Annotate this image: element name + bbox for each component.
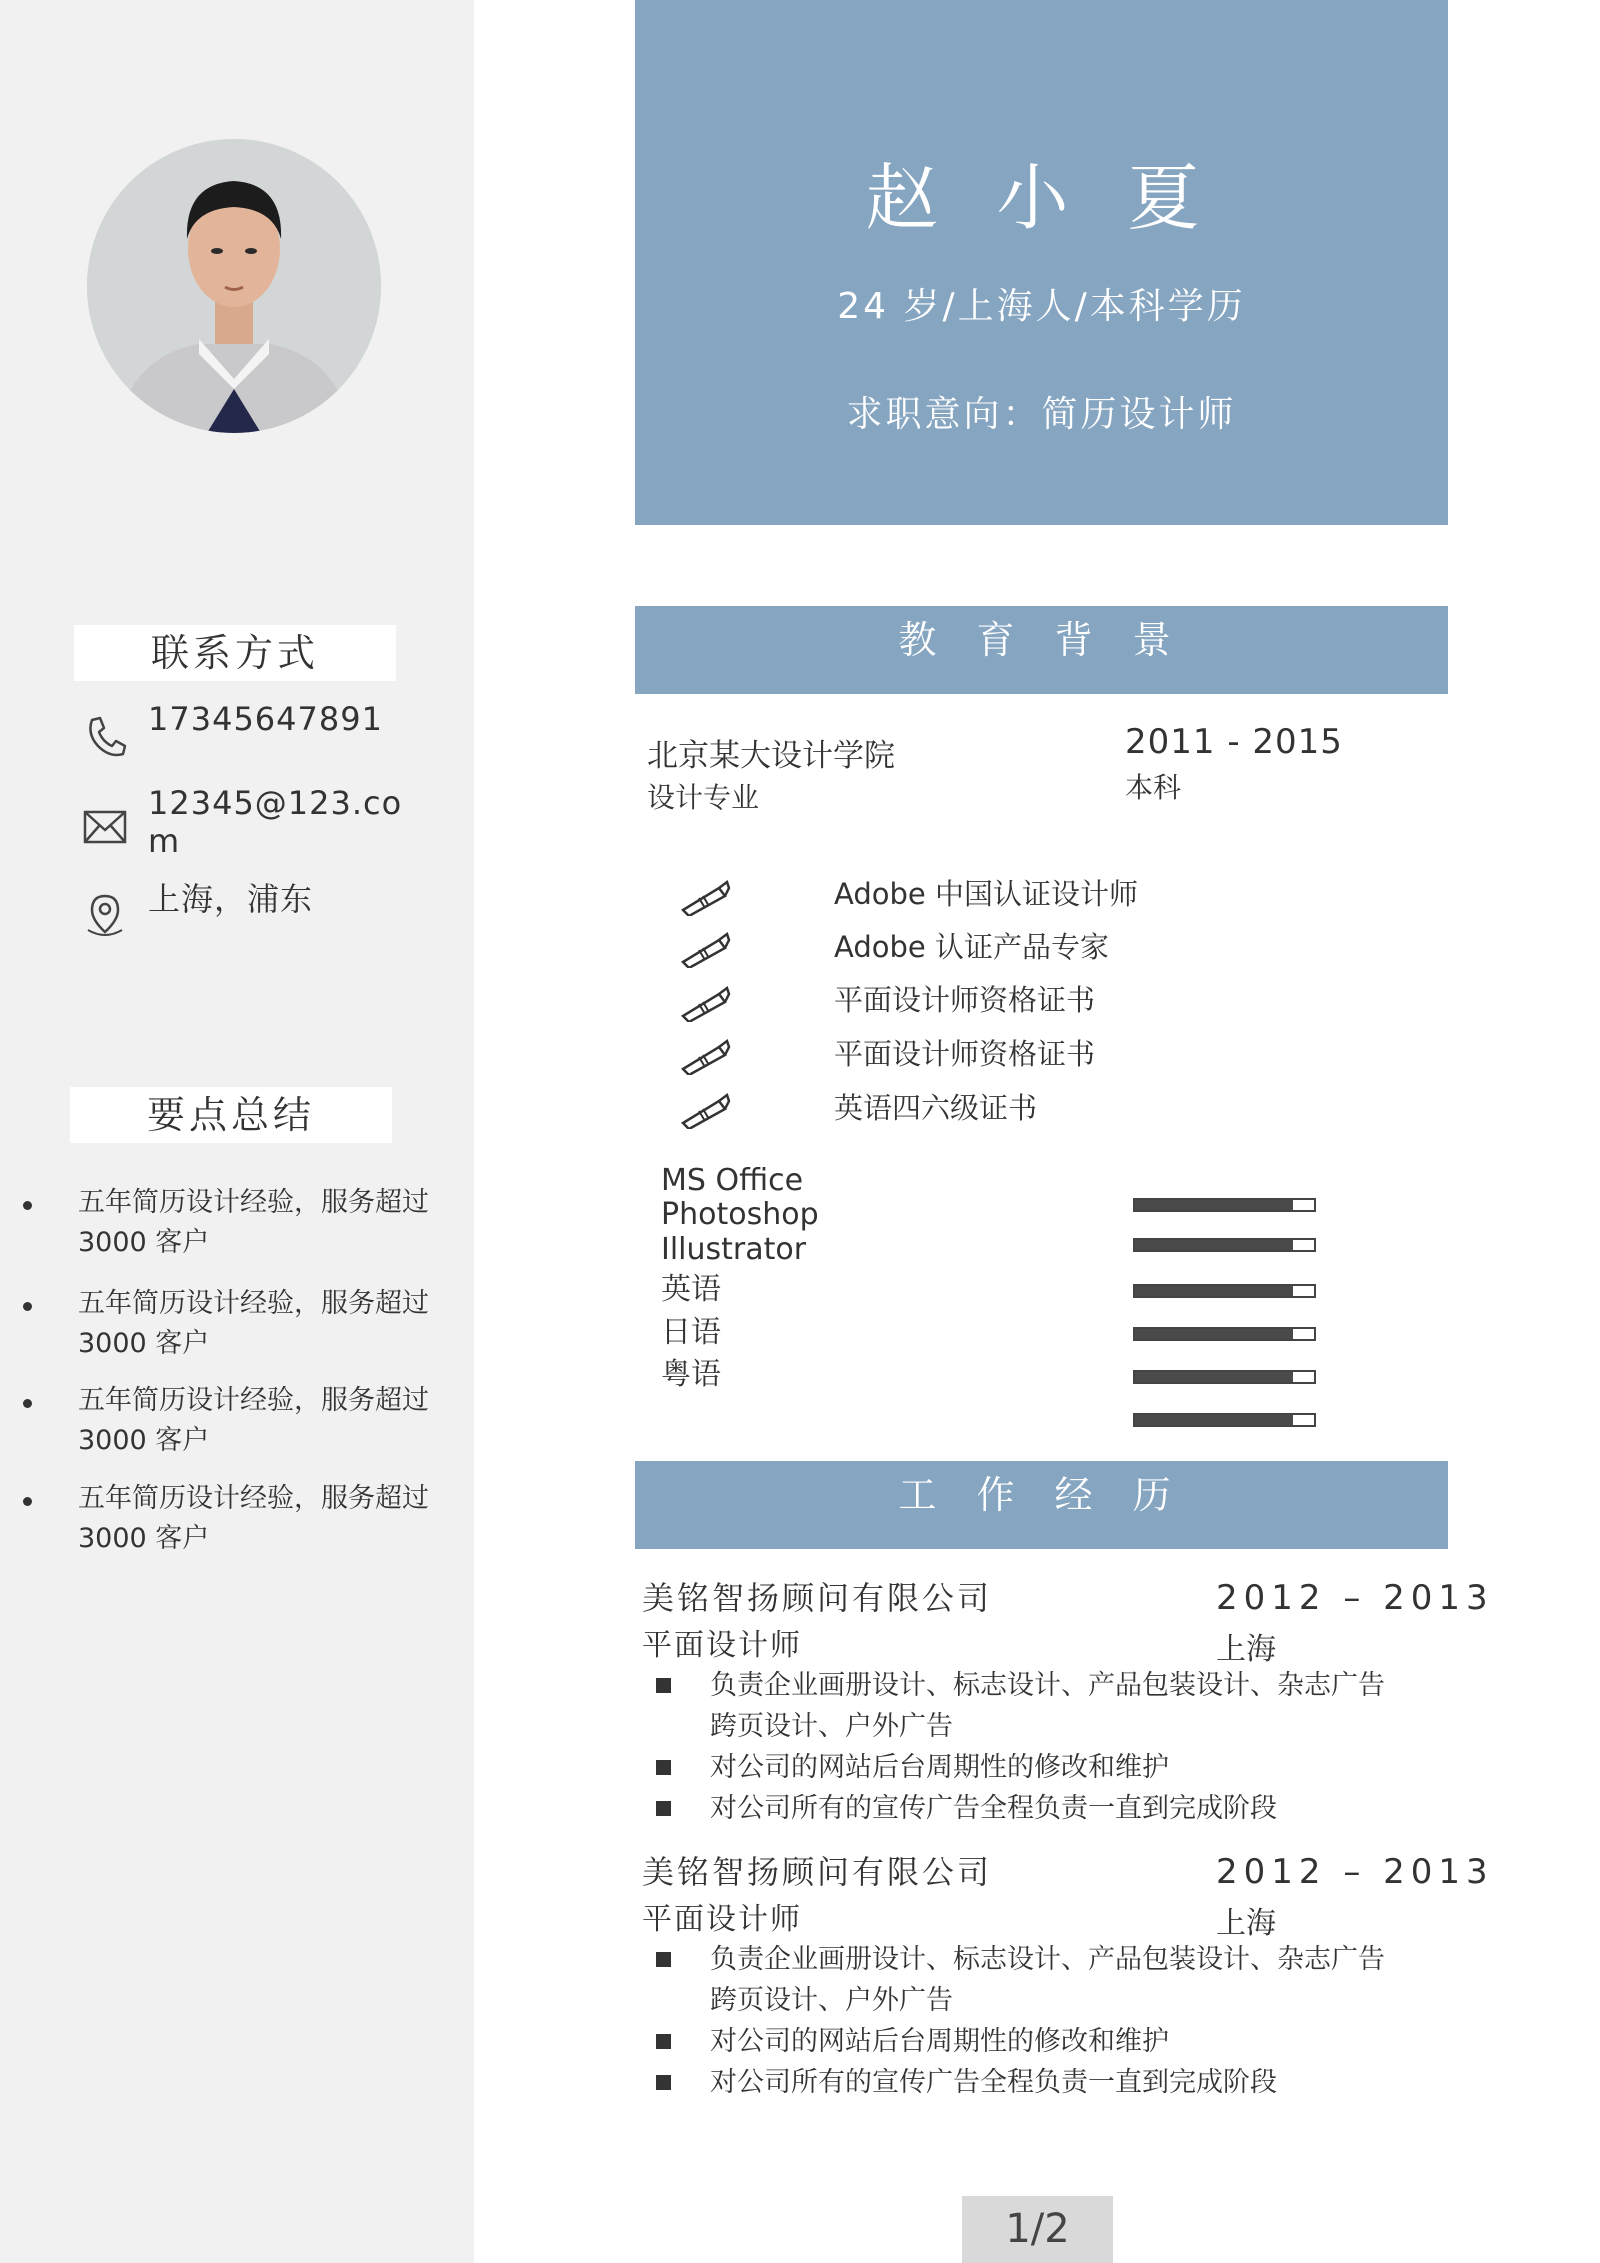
- skill-level-bar: [1133, 1238, 1316, 1252]
- duty-bullet: [656, 1952, 671, 1967]
- duty-text: 负责企业画册设计、标志设计、产品包装设计、杂志广告跨页设计、户外广告: [710, 1944, 1385, 2016]
- major: 设计专业: [647, 781, 760, 814]
- company-name: 美铭智扬顾问有限公司: [642, 1853, 993, 1891]
- certificate-item: Adobe 认证产品专家: [834, 930, 1109, 964]
- duty-bullet: [656, 2034, 671, 2049]
- duty-text: 负责企业画册设计、标志设计、产品包装设计、杂志广告跨页设计、户外广告: [710, 1670, 1385, 1742]
- skill-label: Illustrator: [661, 1232, 807, 1267]
- header-banner: [635, 0, 1448, 525]
- skill-level-fill: [1135, 1329, 1293, 1339]
- certificate-item: Adobe 中国认证设计师: [834, 877, 1138, 911]
- skill-level-bar: [1133, 1327, 1316, 1341]
- certificate-icon: [679, 1035, 731, 1075]
- location-icon: [80, 890, 130, 940]
- portrait-illustration: [87, 139, 381, 433]
- job-dates: 2012 – 2013: [1216, 1852, 1494, 1892]
- skill-level-fill: [1135, 1372, 1293, 1382]
- skill-level-bar: [1133, 1370, 1316, 1384]
- contact-email: [80, 784, 410, 864]
- summary-heading: 要点总结: [70, 1087, 392, 1143]
- company-name: 美铭智扬顾问有限公司: [642, 1579, 993, 1617]
- duty-text: 对公司的网站后台周期性的修改和维护: [710, 2026, 1169, 2057]
- certificate-icon: [679, 982, 731, 1022]
- duty-bullet: [656, 1801, 671, 1816]
- school-name: 北京某大设计学院: [647, 738, 895, 774]
- certificate-icon: [679, 1089, 731, 1129]
- skill-label: 英语: [661, 1272, 721, 1307]
- summary-item: [0, 1479, 474, 1561]
- summary-text: 五年简历设计经验，服务超过 3000 客户: [78, 1288, 429, 1359]
- degree: 本科: [1125, 771, 1182, 804]
- profile-photo: [87, 139, 381, 433]
- job-city: 上海: [1216, 1632, 1276, 1667]
- skill-level-bar: [1133, 1198, 1316, 1212]
- job-objective: 求职意向：简历设计师: [846, 394, 1237, 435]
- job-city: 上海: [1216, 1906, 1276, 1941]
- education-heading: 教 育 背 景: [635, 606, 1448, 694]
- skill-label: Photoshop: [661, 1197, 819, 1232]
- bullet-dot: [23, 1497, 32, 1506]
- certificate-item: 平面设计师资格证书: [834, 1037, 1096, 1071]
- job-dates: 2012 – 2013: [1216, 1578, 1494, 1618]
- email-address: 12345@123.com: [148, 784, 403, 860]
- mail-icon: [80, 802, 130, 852]
- address: 上海，浦东: [148, 880, 314, 918]
- skill-label: 粤语: [661, 1357, 721, 1392]
- contact-heading: 联系方式: [74, 625, 396, 681]
- duty-bullet: [656, 2075, 671, 2090]
- certificate-icon: [679, 876, 731, 916]
- summary-text: 五年简历设计经验，服务超过 3000 客户: [78, 1483, 429, 1554]
- skill-level-bar: [1133, 1284, 1316, 1298]
- skill-level-bar: [1133, 1413, 1316, 1427]
- summary-text: 五年简历设计经验，服务超过 3000 客户: [78, 1187, 429, 1258]
- duty-bullet: [656, 1678, 671, 1693]
- duty-bullet: [656, 1760, 671, 1775]
- skill-level-fill: [1135, 1286, 1293, 1296]
- duty-text: 对公司所有的宣传广告全程负责一直到完成阶段: [710, 1793, 1277, 1824]
- duty-text: 对公司的网站后台周期性的修改和维护: [710, 1752, 1169, 1783]
- summary-item: [0, 1284, 474, 1366]
- education-years: 2011 - 2015: [1125, 722, 1343, 762]
- job-title: 平面设计师: [642, 1902, 802, 1937]
- contact-phone: [80, 700, 410, 760]
- basic-info: 24 岁/上海人/本科学历: [837, 286, 1246, 327]
- contact-address: [80, 880, 410, 940]
- work-heading: 工 作 经 历: [635, 1461, 1448, 1549]
- certificate-item: 平面设计师资格证书: [834, 983, 1096, 1017]
- page-indicator: 1/2: [962, 2196, 1113, 2263]
- summary-item: [0, 1183, 474, 1265]
- phone-icon: [80, 712, 130, 762]
- bullet-dot: [23, 1399, 32, 1408]
- skill-label: 日语: [661, 1315, 721, 1350]
- summary-text: 五年简历设计经验，服务超过 3000 客户: [78, 1385, 429, 1456]
- phone-number: 17345647891: [148, 700, 383, 738]
- skill-label: MS Office: [661, 1163, 804, 1198]
- certificate-item: 英语四六级证书: [834, 1091, 1038, 1125]
- skill-level-fill: [1135, 1240, 1293, 1250]
- bullet-dot: [23, 1201, 32, 1210]
- job-title: 平面设计师: [642, 1628, 802, 1663]
- certificate-icon: [679, 928, 731, 968]
- candidate-name: 赵 小 夏: [865, 156, 1218, 240]
- duty-text: 对公司所有的宣传广告全程负责一直到完成阶段: [710, 2067, 1277, 2098]
- skill-level-fill: [1135, 1200, 1293, 1210]
- skill-level-fill: [1135, 1415, 1293, 1425]
- summary-item: [0, 1381, 474, 1463]
- bullet-dot: [23, 1302, 32, 1311]
